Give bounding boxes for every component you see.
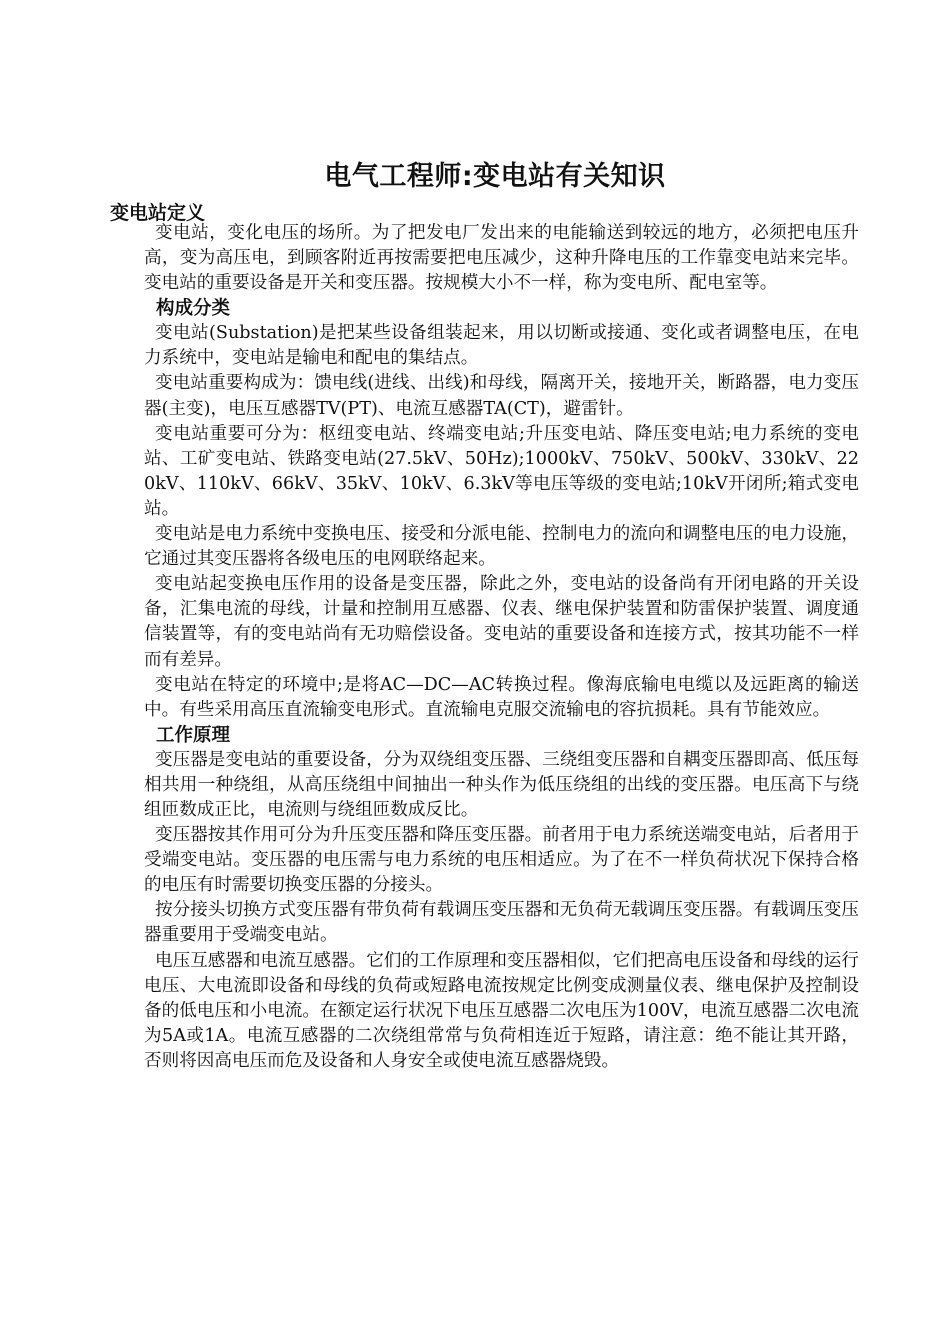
paragraph: 变压器按其作用可分为升压变压器和降压变压器。前者用于电力系统送端变电站，后者用于受端变电站。变压器的电压需与电力系统的电压相适应。为了在不一样负荷状况下保持合格的电压有时需要切换变压器的分接头。 xyxy=(144,825,859,896)
section-heading-definition: 变电站定义 xyxy=(110,202,206,224)
paragraph-definition: 变电站，变化电压的场所。为了把发电厂发出来的电能输送到较远的地方，必须把电压升高，变为高压电，到顾客附近再按需要把电压减少，这种升降电压的工作靠变电站来完毕。变电站的重要设备是开关和变压器。按规模大小不一样，称为变电所、配电室等。 xyxy=(144,223,859,294)
paragraph: 变电站(Substation)是把某些设备组装起来，用以切断或接通、变化或者调整电压，在电力系统中，变电站是输电和配电的集结点。 xyxy=(144,323,859,369)
paragraph: 变电站重要可分为：枢纽变电站、终端变电站;升压变电站、降压变电站;电力系统的变电站、工矿变电站、铁路变电站(27.5kV、50Hz);1000kV、750kV、500kV、330kV、220kV、110kV、66kV、35kV、10kV、6.3kV等电压等级的变电站;10kV开闭所;箱式变电站。 xyxy=(144,423,859,519)
paragraph: 变电站起变换电压作用的设备是变压器，除此之外，变电站的设备尚有开闭电路的开关设备，汇集电流的母线，计量和控制用互感器、仪表、继电保护装置和防雷保护装置、调度通信装置等，有的变电站尚有无功赔偿设备。变电站的重要设备和连接方式，按其功能不一样而有差异。 xyxy=(144,574,859,670)
subheading-composition: 构成分类 xyxy=(156,298,231,320)
paragraph: 变电站重要构成为：馈电线(进线、出线)和母线，隔离开关，接地开关，断路器，电力变压器(主变)，电压互感器TV(PT)、电流互感器TA(CT)，避雷针。 xyxy=(144,373,859,419)
paragraph: 按分接头切换方式变压器有带负荷有载调压变压器和无负荷无载调压变压器。有载调压变压器重要用于受端变电站。 xyxy=(144,900,859,946)
paragraph: 变电站是电力系统中变换电压、接受和分派电能、控制电力的流向和调整电压的电力设施，它通过其变压器将各级电压的电网联络起来。 xyxy=(144,524,859,570)
subheading-principle: 工作原理 xyxy=(156,724,231,746)
document-body xyxy=(144,221,859,1074)
paragraph: 电压互感器和电流互感器。它们的工作原理和变压器相似，它们把高电压设备和母线的运行电压、大电流即设备和母线的负荷或短路电流按规定比例变成测量仪表、继电保护及控制设备的低电压和小电流。在额定运行状况下电压互感器二次电压为100V，电流互感器二次电流为5A或1A。电流互感器的二次绕组常常与负荷相连近于短路，请注意：绝不能让其开路，否则将因高电压而危及设备和人身安全或使电流互感器烧毁。 xyxy=(144,950,859,1071)
paragraph: 变电站在特定的环境中;是将AC—DC—AC转换过程。像海底输电电缆以及远距离的输送中。有些采用高压直流输变电形式。直流输电克服交流输电的容抗损耗。具有节能效应。 xyxy=(144,674,859,720)
document-title: 电气工程师:变电站有关知识 xyxy=(324,161,666,192)
paragraph: 变压器是变电站的重要设备，分为双绕组变压器、三绕组变压器和自耦变压器即高、低压每相共用一种绕组，从高压绕组中间抽出一种头作为低压绕组的出线的变压器。电压高下与绕组匝数成正比，电流则与绕组匝数成反比。 xyxy=(144,749,859,820)
